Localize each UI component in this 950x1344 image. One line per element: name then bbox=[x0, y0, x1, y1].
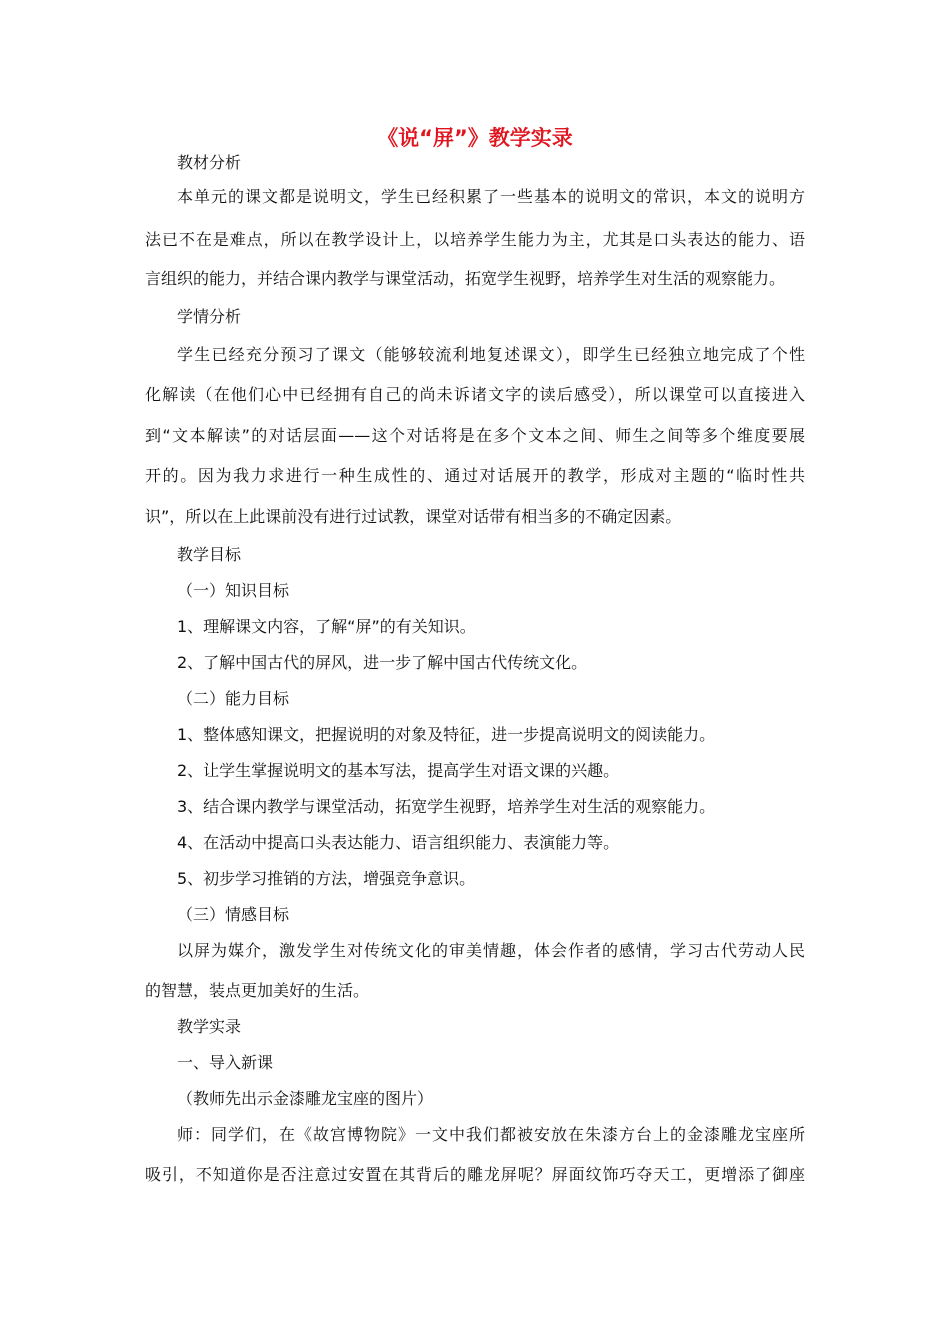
paragraph-line: 识”，所以在上此课前没有进行过试教，课堂对话带有相当多的不确定因素。 bbox=[145, 507, 682, 526]
paragraph-line: 到“文本解读”的对话层面——这个对话将是在多个文本之间、师生之间等多个维度要展 bbox=[145, 426, 805, 445]
list-item: 1、整体感知课文，把握说明的对象及特征，进一步提高说明文的阅读能力。 bbox=[177, 725, 716, 744]
paragraph-line: 言组织的能力，并结合课内教学与课堂活动，拓宽学生视野，培养学生对生活的观察能力。 bbox=[145, 269, 786, 288]
paragraph-line: 以屏为媒介，激发学生对传统文化的审美情趣，体会作者的感情，学习古代劳动人民 bbox=[177, 941, 805, 960]
list-item: 3、结合课内教学与课堂活动，拓宽学生视野，培养学生对生活的观察能力。 bbox=[177, 797, 716, 816]
list-item: 4、在活动中提高口头表达能力、语言组织能力、表演能力等。 bbox=[177, 833, 620, 852]
section-heading-learner: 学情分析 bbox=[177, 307, 242, 326]
paragraph-line: 化解读（在他们心中已经拥有自己的尚未诉诸文字的读后感受），所以课堂可以直接进入 bbox=[145, 385, 805, 404]
document-title: 《说“屏”》教学实录 bbox=[377, 126, 573, 150]
paragraph-line: 开的。因为我力求进行一种生成性的、通过对话展开的教学，形成对主题的“临时性共 bbox=[145, 466, 805, 485]
subheading-intro: 一、导入新课 bbox=[177, 1053, 274, 1072]
section-heading-material: 教材分析 bbox=[177, 153, 242, 172]
subheading-knowledge: （一）知识目标 bbox=[177, 581, 290, 600]
section-heading-goals: 教学目标 bbox=[177, 545, 242, 564]
paragraph-line: 师：同学们，在《故宫博物院》一文中我们都被安放在朱漆方台上的金漆雕龙宝座所 bbox=[177, 1125, 805, 1144]
paragraph-line: 学生已经充分预习了课文（能够较流利地复述课文），即学生已经独立地完成了个性 bbox=[177, 345, 805, 364]
subheading-emotion: （三）情感目标 bbox=[177, 905, 290, 924]
list-item: 2、了解中国古代的屏风，进一步了解中国古代传统文化。 bbox=[177, 653, 588, 672]
stage-note: （教师先出示金漆雕龙宝座的图片） bbox=[177, 1089, 434, 1108]
list-item: 1、理解课文内容，了解“屏”的有关知识。 bbox=[177, 617, 476, 636]
paragraph-line: 法已不在是难点，所以在教学设计上，以培养学生能力为主，尤其是口头表达的能力、语 bbox=[145, 230, 805, 249]
section-heading-record: 教学实录 bbox=[177, 1017, 242, 1036]
list-item: 5、初步学习推销的方法，增强竞争意识。 bbox=[177, 869, 476, 888]
paragraph-line: 的智慧，装点更加美好的生活。 bbox=[145, 981, 370, 1000]
paragraph-line: 本单元的课文都是说明文，学生已经积累了一些基本的说明文的常识，本文的说明方 bbox=[177, 187, 805, 206]
subheading-ability: （二）能力目标 bbox=[177, 689, 290, 708]
list-item: 2、让学生掌握说明文的基本写法，提高学生对语文课的兴趣。 bbox=[177, 761, 620, 780]
paragraph-line: 吸引，不知道你是否注意过安置在其背后的雕龙屏呢？屏面纹饰巧夺天工，更增添了御座 bbox=[145, 1165, 805, 1184]
